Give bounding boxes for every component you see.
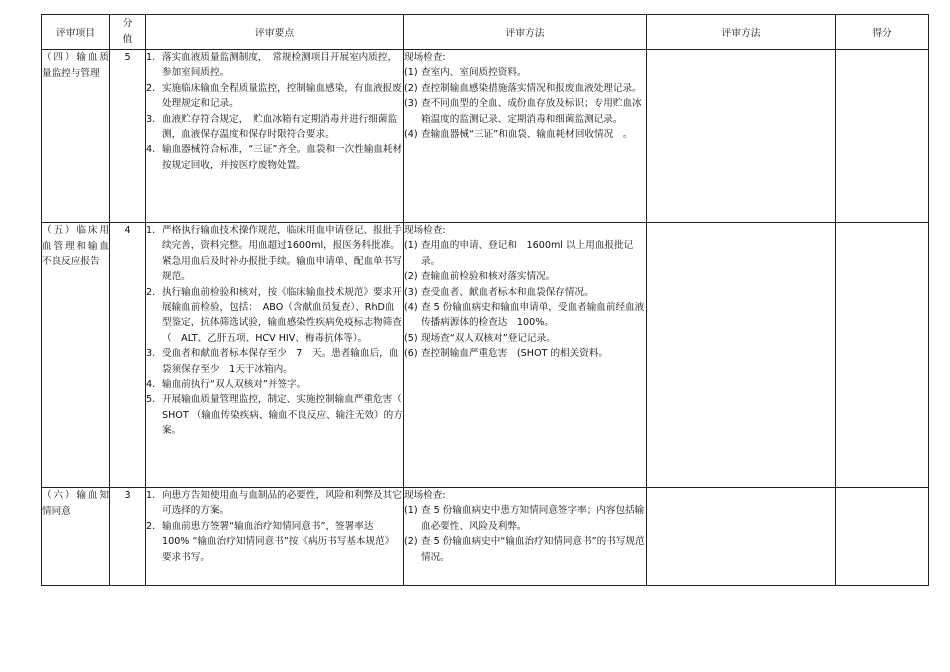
point-text: 血液贮存符合规定， 贮血冰箱有定期消毒并进行细菌监测，血液保存温度和保存时限符合要求。: [162, 113, 398, 141]
row-item: （六）输血知情同意: [42, 488, 110, 586]
method-line: [404, 65, 646, 80]
method-text: 查控制输血严重危害 (SHOT 的相关资料。: [421, 348, 609, 360]
point-line: [146, 285, 403, 347]
point-num: 3.: [146, 113, 156, 125]
point-num: 3.: [146, 348, 156, 360]
row-points: [146, 223, 404, 488]
point-text: 输血前患方签署“输血治疗知情同意书”，签署率达 100% “输血治疗知情同意书”按《病历书写基本规范》要求书写。: [162, 520, 395, 563]
method-text: 查不同血型的全血、成份血存放及标识；专用贮血冰箱温度的监测记录、定期消毒和细菌监测记录。: [421, 98, 642, 125]
method-text: 查用血的申请、登记和 1600ml 以上用血报批记录。: [421, 240, 634, 267]
method-line: [404, 331, 646, 346]
point-text: 开展输血质量管理监控，制定、实施控制输血严重危害（ SHOT （输血传染疾病、输血不良反应、输注无效）的方案。: [162, 394, 403, 437]
point-num: 4.: [146, 144, 156, 156]
row-points: [146, 488, 404, 586]
point-line: [146, 392, 403, 438]
point-text: 落实血液质量监测制度， 常规检测项目开展室内质控，参加室间质控。: [162, 52, 398, 79]
header-score-label: 分值: [122, 18, 133, 45]
row-result-empty: [836, 223, 929, 488]
method-line: [404, 300, 646, 331]
method-num: (4): [404, 129, 418, 141]
method-text: 查 5 份输血病史和输血申请单，受血者输血前经血液传播病源体的检查达 100%。: [421, 302, 645, 329]
row-method-2-empty: [647, 50, 836, 223]
method-num: (1): [404, 67, 418, 79]
point-line: [146, 142, 403, 173]
method-text: 查受血者、献血者标本和血袋保存情况。: [421, 286, 594, 298]
point-line: [146, 223, 403, 285]
row-methods: [404, 223, 647, 488]
table-row: [42, 50, 929, 223]
row-score: 5: [110, 50, 146, 223]
method-line: [404, 127, 646, 142]
method-line: [404, 503, 646, 534]
point-text: 向患方告知使用血与血制品的必要性，风险和利弊及其它可选择的方案。: [162, 490, 402, 517]
point-line: [146, 112, 403, 143]
point-num: 1.: [146, 52, 156, 63]
row-item: （五）临床用血管理和输血不良反应报告: [42, 223, 110, 488]
method-line: [404, 269, 646, 284]
method-text: 查输血前检验和核对落实情况。: [421, 271, 556, 283]
header-result: 得分: [836, 15, 929, 50]
method-line: [404, 238, 646, 269]
point-text: 严格执行输血技术操作规范，临床用血申请登记、报批手续完善，资料完整。用血超过1600ml，报医务科批准。紧急用血后及时补办报批手续。输血申请单、配血单书写规范。: [162, 225, 402, 283]
method-num: (5): [404, 332, 418, 344]
point-num: 1.: [146, 225, 156, 236]
point-text: 执行输血前检验和核对，按《临床输血技术规范》要求开展输血前检验，包括： ABO（含献血员复查）、RhD血型鉴定，抗体筛选试验，输血感染性疾病免疫标志物筛查（ ALT、乙肝五项、HCV HIV、梅毒抗体等）。: [162, 286, 402, 344]
table-header-row: [42, 15, 929, 50]
point-num: 2.: [146, 520, 156, 532]
point-num: 2.: [146, 82, 156, 94]
row-result-empty: [836, 50, 929, 223]
method-title: 现场检查:: [404, 225, 446, 236]
point-line: [146, 346, 403, 377]
point-text: 实施临床输血全程质量监控，控制输血感染，有血液报废处理规定和记录。: [162, 82, 402, 110]
method-num: (2): [404, 82, 418, 94]
table-row: [42, 488, 929, 586]
method-line: [404, 346, 646, 361]
row-item: （四）输血质量监控与管理: [42, 50, 110, 223]
point-line: [146, 50, 403, 81]
point-num: 4.: [146, 379, 156, 391]
method-num: (2): [404, 536, 418, 548]
row-method-2-empty: [647, 223, 836, 488]
row-result-empty: [836, 488, 929, 586]
method-text: 查控制输血感染措施落实情况和报废血液处理记录。: [421, 82, 642, 94]
method-num: (4): [404, 302, 418, 314]
point-line: [146, 81, 403, 112]
method-text: 现场查“双人双核对”登记记录。: [421, 332, 556, 344]
review-table: [41, 14, 929, 586]
point-line: [146, 488, 403, 519]
row-methods: [404, 50, 647, 223]
point-line: [146, 377, 403, 392]
row-method-2-empty: [647, 488, 836, 586]
method-num: (6): [404, 348, 418, 360]
table-row: [42, 223, 929, 488]
method-line: [404, 81, 646, 96]
point-num: 1.: [146, 490, 156, 501]
point-num: 5.: [146, 394, 156, 406]
method-line: [404, 534, 646, 565]
method-text: 查 5 份输血病史中“输血治疗知情同意书”的书写规范情况。: [421, 536, 645, 563]
method-text: 查 5 份输血病史中患方知情同意签字率；内容包括输血必要性、风险及利弊。: [421, 505, 645, 532]
point-num: 2.: [146, 286, 156, 298]
row-points: [146, 50, 404, 223]
header-score: [110, 15, 146, 50]
method-title: 现场检查:: [404, 490, 446, 501]
row-score: 4: [110, 223, 146, 488]
header-points: 评审要点: [146, 15, 404, 50]
method-title: 现场检查:: [404, 52, 446, 63]
header-item: 评审项目: [42, 15, 110, 50]
header-method-1: 评审方法: [404, 15, 647, 50]
method-num: (3): [404, 98, 418, 110]
header-method-2: 评审方法: [647, 15, 836, 50]
method-num: (1): [404, 240, 418, 252]
method-num: (3): [404, 286, 418, 298]
point-text: 受血者和献血者标本保存至少 7 天。患者输血后，血袋须保存至少 1天于冰箱内。: [162, 348, 399, 375]
method-line: [404, 285, 646, 300]
method-num: (1): [404, 505, 418, 517]
row-methods: [404, 488, 647, 586]
row-score: 3: [110, 488, 146, 586]
method-line: [404, 96, 646, 127]
point-line: [146, 519, 403, 565]
point-text: 输血器械符合标准，“三证”齐全。血袋和一次性输血耗材按规定回收，并按医疗废物处置。: [162, 144, 403, 171]
method-text: 查输血器械“三证”和血袋、输血耗材回收情况 。: [421, 129, 633, 141]
method-text: 查室内、室间质控资料。: [421, 67, 527, 79]
point-text: 输血前执行“双人双核对”并签字。: [162, 379, 307, 391]
method-num: (2): [404, 271, 418, 283]
